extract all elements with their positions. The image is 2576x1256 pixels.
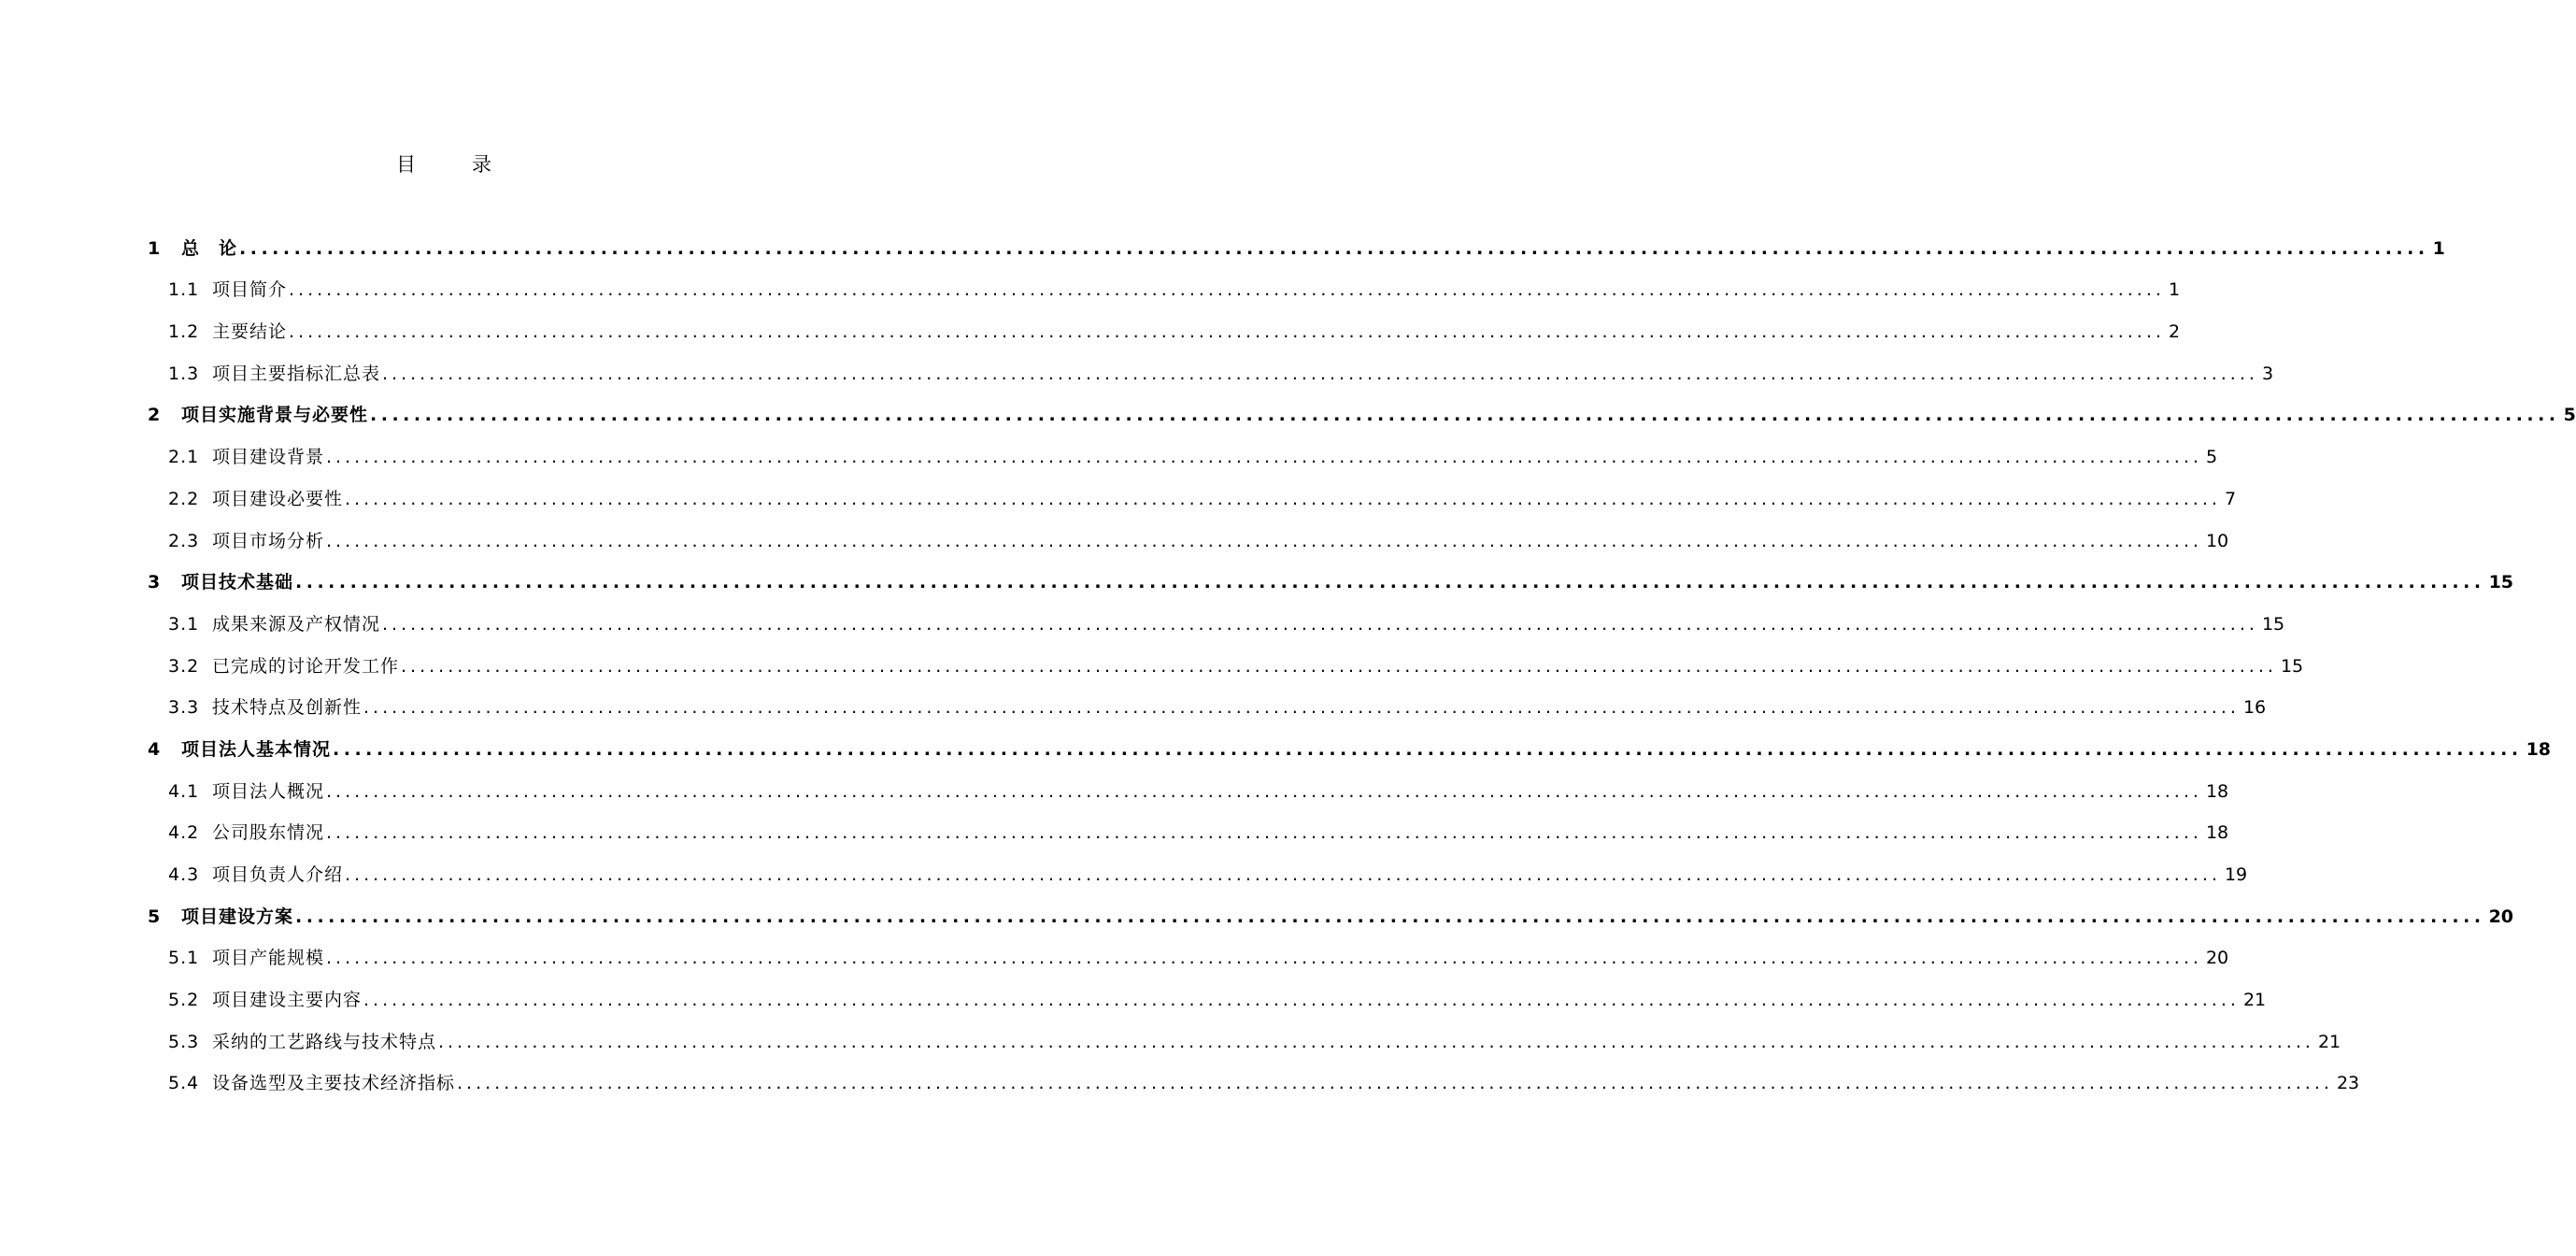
- toc-entry-page-number: 3: [2261, 363, 2274, 384]
- toc-dot-leader: ........................................................................................................................................................................................................: [370, 405, 2560, 426]
- toc-entry-page-number: 19: [2224, 864, 2248, 885]
- toc-dot-leader: ........................................................................................................................................................................................................: [363, 990, 2240, 1011]
- toc-entry-title: 成果来源及产权情况: [212, 613, 381, 635]
- toc-entry-number: 4.3: [168, 864, 200, 885]
- toc-dot-leader: ........................................................................................................................................................................................................: [295, 572, 2485, 593]
- toc-entry-number: 2.3: [168, 530, 200, 551]
- toc-section-entry[interactable]: [148, 603, 2285, 645]
- table-of-contents: [148, 227, 2576, 1104]
- toc-dot-leader: ........................................................................................................................................................................................................: [438, 1031, 2314, 1052]
- toc-entry-title: 项目产能规模: [212, 948, 325, 969]
- toc-section-entry[interactable]: [148, 1063, 2360, 1105]
- toc-dot-leader: ........................................................................................................................................................................................................: [326, 822, 2202, 844]
- toc-entry-page-number: 1: [2168, 279, 2181, 301]
- toc-entry-number: 4.1: [168, 780, 200, 802]
- toc-entry-number: 3: [148, 572, 161, 593]
- toc-section-entry[interactable]: [148, 352, 2274, 394]
- toc-title-char-1: 目: [396, 153, 416, 176]
- toc-entry-title: 项目市场分析: [212, 530, 325, 551]
- toc-entry-number: 5.4: [168, 1073, 200, 1094]
- toc-entry-number: 2.2: [168, 488, 200, 509]
- toc-entry-page-number: 18: [2526, 738, 2552, 760]
- toc-entry-number: 2.1: [168, 447, 200, 468]
- toc-entry-number: 1.1: [168, 279, 200, 301]
- toc-entry-number: 5.3: [168, 1031, 200, 1052]
- toc-entry-page-number: 5: [2563, 405, 2576, 426]
- toc-entry-page-number: 2: [2168, 321, 2181, 343]
- toc-entry-title: 项目建设必要性: [212, 488, 344, 509]
- toc-entry-page-number: 20: [2205, 948, 2229, 969]
- toc-section-entry[interactable]: [148, 645, 2304, 687]
- toc-dot-leader: ........................................................................................................................................................................................................: [333, 738, 2523, 760]
- toc-entry-title: 项目法人概况: [212, 780, 325, 802]
- toc-section-entry[interactable]: [148, 478, 2237, 520]
- toc-chapter-entry[interactable]: [148, 895, 2514, 937]
- toc-section-entry[interactable]: [148, 812, 2229, 854]
- toc-dot-leader: ........................................................................................................................................................................................................: [345, 488, 2221, 509]
- toc-entry-number: 3.1: [168, 613, 200, 635]
- toc-entry-page-number: 21: [2317, 1031, 2341, 1052]
- toc-entry-page-number: 15: [2261, 613, 2285, 635]
- toc-entry-title: 项目建设方案: [181, 906, 294, 927]
- toc-entry-title: 项目负责人介绍: [212, 864, 344, 885]
- toc-entry-title: 总 论: [181, 237, 238, 259]
- toc-dot-leader: ........................................................................................................................................................................................................: [289, 321, 2165, 343]
- toc-section-entry[interactable]: [148, 978, 2267, 1020]
- toc-dot-leader: ........................................................................................................................................................................................................: [289, 279, 2165, 301]
- toc-dot-leader: ........................................................................................................................................................................................................: [326, 780, 2202, 802]
- toc-entry-title: 项目建设背景: [212, 447, 325, 468]
- toc-entry-number: 5.2: [168, 990, 200, 1011]
- toc-entry-number: 5: [148, 906, 161, 927]
- toc-dot-leader: ........................................................................................................................................................................................................: [326, 447, 2202, 468]
- toc-entry-title: 公司股东情况: [212, 822, 325, 844]
- toc-title: [0, 150, 888, 178]
- toc-chapter-entry[interactable]: [148, 394, 2576, 436]
- toc-entry-title: 项目实施背景与必要性: [181, 405, 369, 426]
- toc-entry-page-number: 1: [2432, 237, 2445, 259]
- toc-section-entry[interactable]: [148, 310, 2181, 352]
- toc-entry-page-number: 16: [2242, 697, 2267, 719]
- toc-section-entry[interactable]: [148, 1020, 2341, 1063]
- toc-dot-leader: ........................................................................................................................................................................................................: [382, 613, 2258, 635]
- toc-dot-leader: ........................................................................................................................................................................................................: [457, 1073, 2333, 1094]
- toc-entry-number: 2: [148, 405, 161, 426]
- toc-entry-title: 项目法人基本情况: [181, 738, 332, 760]
- toc-entry-page-number: 20: [2488, 906, 2514, 927]
- toc-title-char-2: 录: [472, 153, 491, 176]
- toc-chapter-entry[interactable]: [148, 562, 2514, 604]
- toc-entry-number: 3.2: [168, 655, 200, 677]
- toc-entry-page-number: 7: [2224, 488, 2237, 509]
- toc-section-entry[interactable]: [148, 770, 2229, 812]
- toc-entry-page-number: 18: [2205, 780, 2229, 802]
- toc-entry-title: 项目建设主要内容: [212, 990, 363, 1011]
- toc-entry-title: 项目简介: [212, 279, 288, 301]
- toc-dot-leader: ........................................................................................................................................................................................................: [239, 237, 2429, 259]
- toc-entry-number: 1: [148, 237, 161, 259]
- toc-section-entry[interactable]: [148, 520, 2229, 562]
- toc-entry-page-number: 10: [2205, 530, 2229, 551]
- toc-section-entry[interactable]: [148, 937, 2229, 979]
- toc-entry-number: 4.2: [168, 822, 200, 844]
- toc-dot-leader: ........................................................................................................................................................................................................: [401, 655, 2277, 677]
- toc-dot-leader: ........................................................................................................................................................................................................: [345, 864, 2221, 885]
- toc-section-entry[interactable]: [148, 687, 2267, 729]
- toc-entry-page-number: 15: [2280, 655, 2304, 677]
- toc-entry-title: 技术特点及创新性: [212, 697, 363, 719]
- toc-entry-title: 项目主要指标汇总表: [212, 363, 381, 384]
- toc-entry-title: 设备选型及主要技术经济指标: [212, 1073, 456, 1094]
- toc-entry-number: 1.2: [168, 321, 200, 343]
- toc-entry-page-number: 5: [2205, 447, 2218, 468]
- toc-chapter-entry[interactable]: [148, 227, 2445, 269]
- toc-entry-title: 项目技术基础: [181, 572, 294, 593]
- toc-section-entry[interactable]: [148, 269, 2181, 311]
- toc-entry-number: 4: [148, 738, 161, 760]
- toc-dot-leader: ........................................................................................................................................................................................................: [295, 906, 2485, 927]
- toc-entry-page-number: 15: [2488, 572, 2514, 593]
- toc-section-entry[interactable]: [148, 853, 2248, 895]
- toc-dot-leader: ........................................................................................................................................................................................................: [326, 948, 2202, 969]
- toc-entry-title: 已完成的讨论开发工作: [212, 655, 400, 677]
- toc-entry-page-number: 23: [2336, 1073, 2360, 1094]
- toc-entry-title: 主要结论: [212, 321, 288, 343]
- toc-entry-title: 采纳的工艺路线与技术特点: [212, 1031, 437, 1052]
- toc-entry-page-number: 21: [2242, 990, 2267, 1011]
- toc-chapter-entry[interactable]: [148, 728, 2552, 770]
- toc-dot-leader: ........................................................................................................................................................................................................: [382, 363, 2258, 384]
- toc-entry-page-number: 18: [2205, 822, 2229, 844]
- toc-dot-leader: ........................................................................................................................................................................................................: [326, 530, 2202, 551]
- toc-entry-number: 3.3: [168, 697, 200, 719]
- toc-entry-number: 5.1: [168, 948, 200, 969]
- toc-dot-leader: ........................................................................................................................................................................................................: [363, 697, 2240, 719]
- toc-section-entry[interactable]: [148, 435, 2218, 478]
- toc-entry-number: 1.3: [168, 363, 200, 384]
